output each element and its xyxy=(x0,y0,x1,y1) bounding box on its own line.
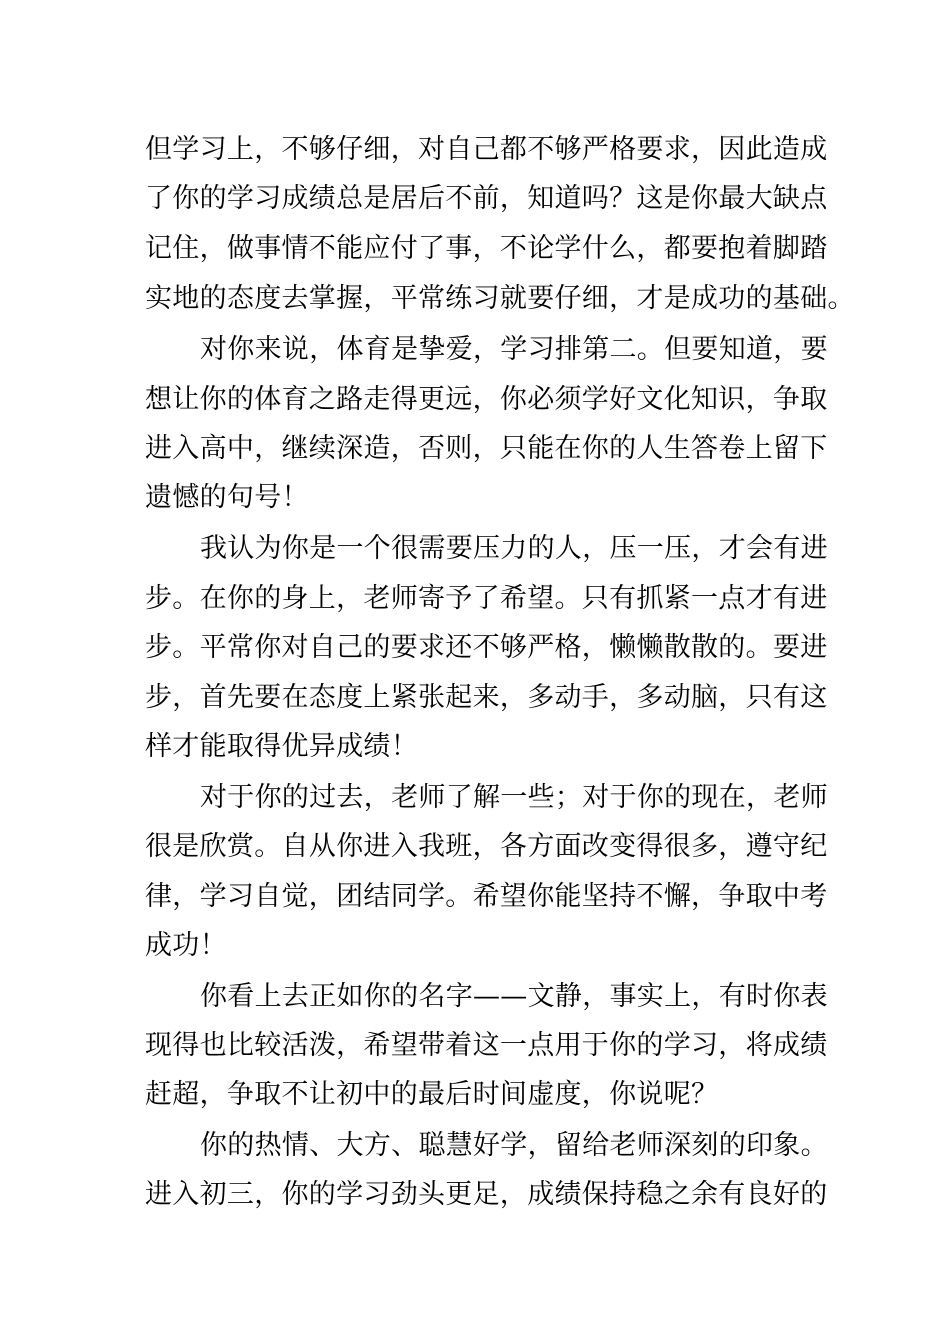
text-line: 但学习上，不够仔细，对自己都不够严格要求，因此造成 xyxy=(145,134,828,165)
text-line: 很是欣赏。自从你进入我班，各方面改变得很多，遵守纪 xyxy=(145,831,828,862)
paragraph-first-line: 对你来说，体育是挚爱，学习排第二。但要知道，要 xyxy=(200,334,828,365)
paragraph-first-line: 我认为你是一个很需要压力的人，压一压，才会有进 xyxy=(200,533,828,564)
text-line: 成功！ xyxy=(145,930,227,961)
paragraph-first-line: 你看上去正如你的名字——文静，事实上，有时你表 xyxy=(200,981,828,1012)
text-line: 步，首先要在态度上紧张起来，多动手，多动脑，只有这 xyxy=(145,682,828,713)
paragraph-first-line: 对于你的过去，老师了解一些；对于你的现在，老师 xyxy=(200,782,828,813)
text-line: 遗憾的句号！ xyxy=(145,482,309,513)
text-line: 步。在你的身上，老师寄予了希望。只有抓紧一点才有进 xyxy=(145,583,828,614)
text-line: 了你的学习成绩总是居后不前，知道吗？这是你最大缺点 xyxy=(145,183,828,214)
text-line: 步。平常你对自己的要求还不够严格，懒懒散散的。要进 xyxy=(145,632,828,663)
text-line: 进入初三，你的学习劲头更足，成绩保持稳之余有良好的 xyxy=(145,1179,828,1210)
text-line: 进入高中，继续深造，否则，只能在你的人生答卷上留下 xyxy=(145,433,828,464)
paragraph-first-line: 你的热情、大方、聪慧好学，留给老师深刻的印象。 xyxy=(200,1130,828,1161)
text-line: 律，学习自觉，团结同学。希望你能坚持不懈，争取中考 xyxy=(145,881,828,912)
text-line: 记住，做事情不能应付了事，不论学什么，都要抱着脚踏 xyxy=(145,233,828,264)
text-line: 赶超，争取不让初中的最后时间虚度，你说呢？ xyxy=(145,1079,719,1110)
text-line: 实地的态度去掌握，平常练习就要仔细，才是成功的基础。 xyxy=(145,283,855,314)
text-line: 样才能取得优异成绩！ xyxy=(145,731,418,762)
text-line: 现得也比较活泼，希望带着这一点用于你的学习，将成绩 xyxy=(145,1030,828,1061)
text-line: 想让你的体育之路走得更远，你必须学好文化知识，争取 xyxy=(145,384,828,415)
